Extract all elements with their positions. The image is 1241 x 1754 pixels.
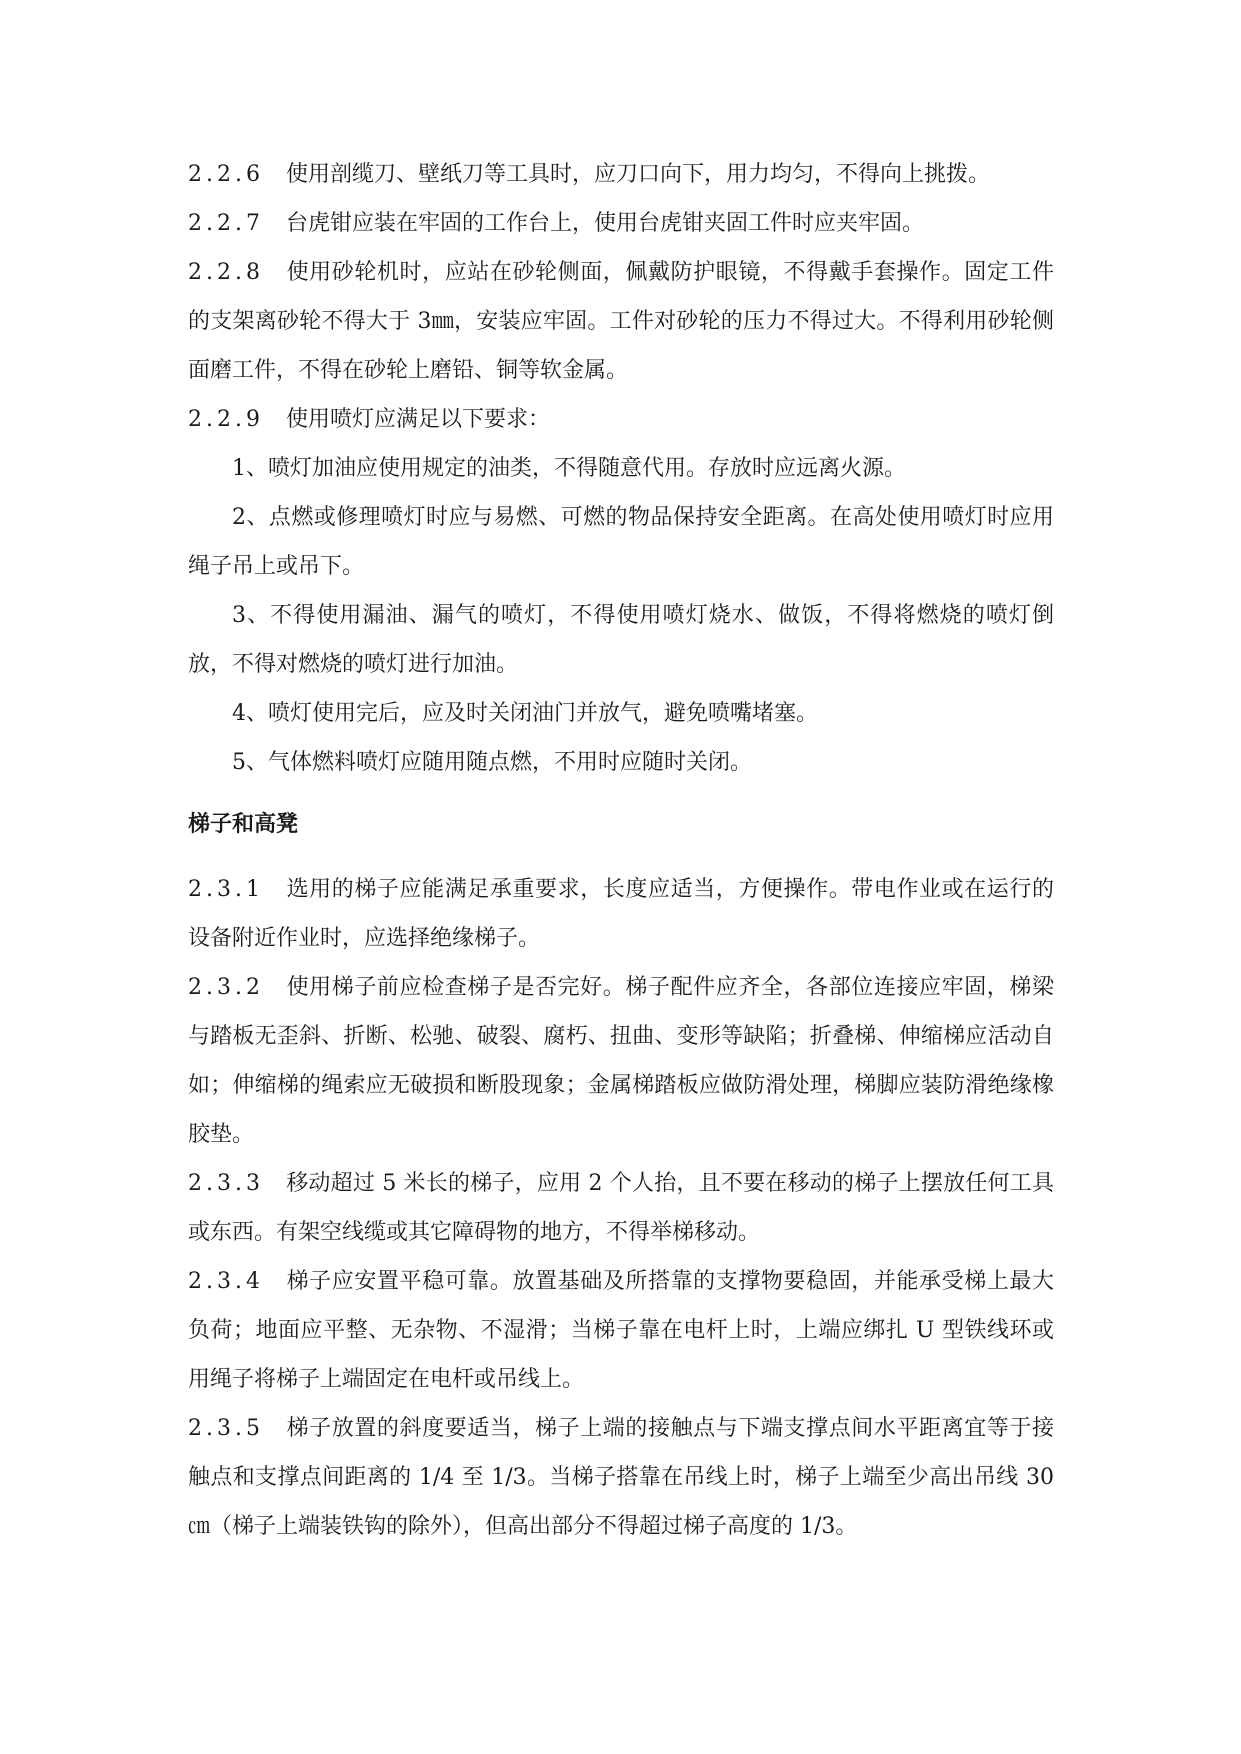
section-heading: 梯子和高凳: [188, 812, 299, 837]
clause-number: 2.2.9: [188, 407, 264, 432]
sub-item-2: 2、点燃或修理喷灯时应与易燃、可燃的物品保持安全距离。在高处使用喷灯时应用绳子吊上或吊下。: [188, 505, 1054, 579]
clause-number: 2.3.5: [188, 1416, 264, 1441]
clause-text: 使用梯子前应检查梯子是否完好。梯子配件应齐全，各部位连接应牢固，梯梁与踏板无歪斜、折断、松驰、破裂、腐朽、扭曲、变形等缺陷；折叠梯、伸缩梯应活动自如；伸缩梯的绳索应无破损和断股现象；金属梯踏板应做防滑处理，梯脚应装防滑绝缘橡胶垫。: [188, 975, 1054, 1147]
clause-2-3-4: [188, 1257, 1054, 1404]
clause-number: 2.3.1: [188, 877, 264, 902]
clause-2-3-1: [188, 865, 1054, 963]
clause-2-2-6: [188, 150, 1054, 199]
clause-number: 2.2.8: [188, 260, 264, 285]
clause-2-2-7: [188, 199, 1054, 248]
clause-number: 2.2.7: [188, 211, 264, 236]
clause-number: 2.3.4: [188, 1269, 264, 1294]
clause-text: 选用的梯子应能满足承重要求，长度应适当，方便操作。带电作业或在运行的设备附近作业时，应选择绝缘梯子。: [188, 877, 1054, 951]
document-body: [188, 150, 1054, 1551]
clause-text: 梯子放置的斜度要适当，梯子上端的接触点与下端支撑点间水平距离宜等于接触点和支撑点间距离的 1/4 至 1/3。当梯子搭靠在吊线上时，梯子上端至少高出吊线 30㎝（梯子上端装铁钩的除外），但高出部分不得超过梯子高度的 1/3。: [188, 1416, 1054, 1539]
sub-item-3: 3、不得使用漏油、漏气的喷灯，不得使用喷灯烧水、做饭，不得将燃烧的喷灯倒放，不得对燃烧的喷灯进行加油。: [188, 603, 1054, 677]
clause-text: 使用喷灯应满足以下要求：: [285, 407, 550, 432]
clause-2-3-3: [188, 1159, 1054, 1257]
sub-item-4: 4、喷灯使用完后，应及时关闭油门并放气，避免喷嘴堵塞。: [232, 701, 818, 726]
clause-2-2-8: [188, 248, 1054, 395]
clause-2-3-2: [188, 963, 1054, 1159]
clause-text: 梯子应安置平稳可靠。放置基础及所搭靠的支撑物要稳固，并能承受梯上最大负荷；地面应平整、无杂物、不湿滑；当梯子靠在电杆上时，上端应绑扎 U 型铁线环或用绳子将梯子上端固定在电杆或吊线上。: [188, 1269, 1054, 1392]
clause-text: 台虎钳应装在牢固的工作台上，使用台虎钳夹固工件时应夹牢固。: [285, 211, 924, 236]
sub-item-1: 1、喷灯加油应使用规定的油类，不得随意代用。存放时应远离火源。: [232, 456, 906, 481]
sub-item-5: 5、气体燃料喷灯应随用随点燃，不用时应随时关闭。: [232, 750, 752, 775]
clause-text: 使用砂轮机时，应站在砂轮侧面，佩戴防护眼镜，不得戴手套操作。固定工件的支架离砂轮不得大于 3㎜，安装应牢固。工件对砂轮的压力不得过大。不得利用砂轮侧面磨工件，不得在砂轮上磨铅、铜等软金属。: [188, 260, 1054, 383]
clause-number: 2.3.2: [188, 975, 264, 1000]
clause-number: 2.3.3: [188, 1171, 264, 1196]
clause-text: 移动超过 5 米长的梯子，应用 2 个人抬，且不要在移动的梯子上摆放任何工具或东西。有架空线缆或其它障碍物的地方，不得举梯移动。: [188, 1171, 1054, 1245]
clause-number: 2.2.6: [188, 162, 264, 187]
clause-2-3-5: [188, 1404, 1054, 1551]
clause-text: 使用剖缆刀、壁纸刀等工具时，应刀口向下，用力均匀，不得向上挑拨。: [285, 162, 990, 187]
clause-2-2-9: [188, 395, 1054, 444]
